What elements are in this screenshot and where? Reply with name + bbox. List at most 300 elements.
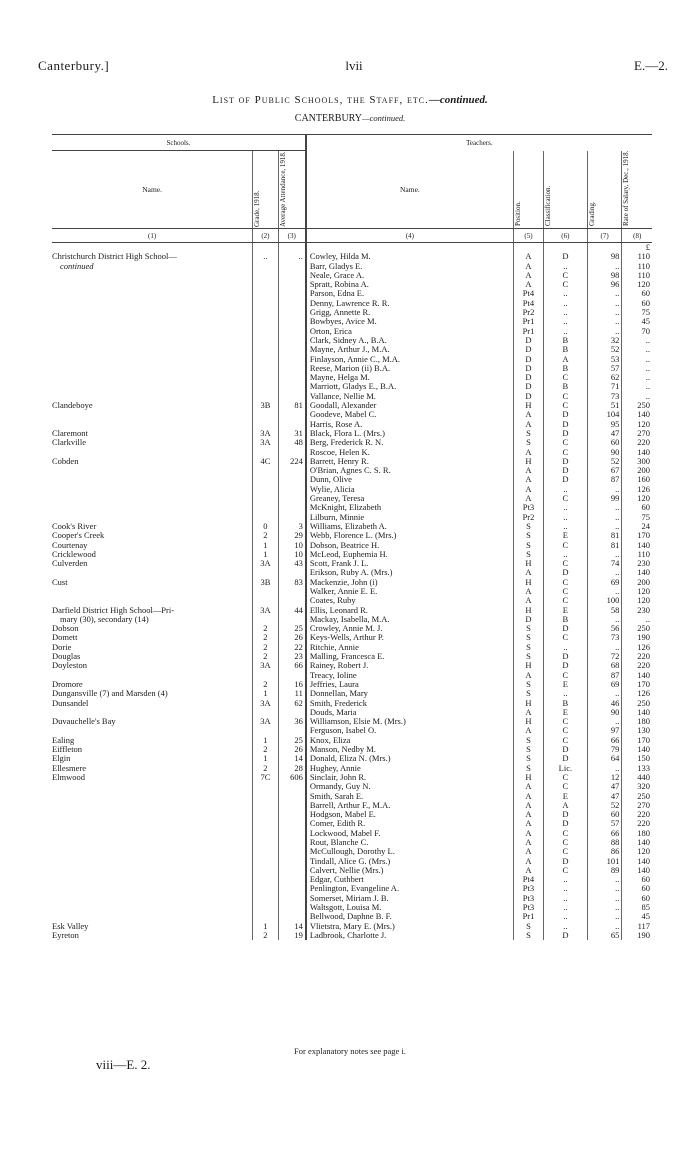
grading <box>587 819 622 828</box>
salary <box>622 931 652 940</box>
position-text: H <box>525 661 532 671</box>
schools-group-header: Schools. <box>52 135 306 151</box>
table-row <box>52 801 652 810</box>
classification-text: C <box>562 559 569 569</box>
teacher-name <box>306 503 514 512</box>
grading <box>587 382 622 391</box>
teacher-name <box>306 708 514 717</box>
grade <box>253 792 278 801</box>
grading-text: .. <box>615 903 620 913</box>
position <box>513 317 543 326</box>
salary-text: 250 <box>637 698 650 708</box>
salary-text: 190 <box>637 633 650 643</box>
classification <box>543 652 587 661</box>
grade <box>253 643 278 652</box>
school-name <box>52 847 253 856</box>
teacher-name <box>306 903 514 912</box>
teacher-name <box>306 308 514 317</box>
salary <box>622 410 652 419</box>
teacher-name-text: Mayne, Helga M. <box>309 373 370 383</box>
salary-text: 300 <box>637 456 650 466</box>
teacher-name-text: Scott, Frank J. L. <box>309 559 369 569</box>
salary <box>622 568 652 577</box>
salary-text: 140 <box>637 865 650 875</box>
grade <box>253 764 278 773</box>
salary <box>622 829 652 838</box>
salary <box>622 680 652 689</box>
grading-text: 58 <box>610 605 620 615</box>
attendance <box>278 875 306 884</box>
position-text: Pt4 <box>522 289 535 299</box>
grading <box>587 801 622 810</box>
classification <box>543 289 587 298</box>
attendance <box>278 503 306 512</box>
teacher-name <box>306 773 514 782</box>
teacher-name-text: Ritchie, Annie <box>309 642 359 652</box>
position-text: A <box>525 707 532 717</box>
position <box>513 420 543 429</box>
attendance <box>278 382 306 391</box>
teacher-name-text: Edgar, Cuthbert <box>309 875 364 885</box>
classification <box>543 271 587 280</box>
salary <box>622 392 652 401</box>
grade-text: 3A <box>260 661 271 671</box>
grade <box>253 754 278 763</box>
classification <box>543 475 587 484</box>
salary-text: 150 <box>637 754 650 764</box>
teacher-name-text: Donald, Eliza N. (Mrs.) <box>309 754 391 764</box>
salary <box>622 578 652 587</box>
position <box>513 355 543 364</box>
grading <box>587 606 622 615</box>
table-row <box>52 513 652 522</box>
classification-text: .. <box>563 921 568 931</box>
position <box>513 466 543 475</box>
grading-text: 62 <box>610 373 620 383</box>
salary-text: 140 <box>637 568 650 578</box>
grading <box>587 866 622 875</box>
salary <box>622 513 652 522</box>
classification-text: D <box>562 661 569 671</box>
teacher-name <box>306 475 514 484</box>
table-row <box>52 652 652 661</box>
column-number: (4) <box>306 229 514 243</box>
teacher-name <box>306 466 514 475</box>
salary-text: 170 <box>637 531 650 541</box>
salary <box>622 438 652 447</box>
table-row <box>52 633 652 642</box>
attendance-text: 66 <box>294 661 303 671</box>
salary <box>622 299 652 308</box>
grade <box>253 875 278 884</box>
position <box>513 457 543 466</box>
attendance-text: 62 <box>294 698 303 708</box>
position <box>513 541 543 550</box>
salary-text: 110 <box>637 252 650 262</box>
position <box>513 382 543 391</box>
position <box>513 903 543 912</box>
school-name-text: Cust <box>52 577 68 587</box>
table-row <box>52 550 652 559</box>
school-name-text: Doyleston <box>52 661 87 671</box>
position-text: A <box>525 819 532 829</box>
classification-text: C <box>562 782 569 792</box>
grade-text: 3B <box>260 577 271 587</box>
school-name <box>52 736 253 745</box>
grade <box>253 606 278 615</box>
teacher-name-text: Vallance, Nellie M. <box>309 391 376 401</box>
classification <box>543 903 587 912</box>
classification-text: C <box>562 772 569 782</box>
teacher-name-text: McCullough, Dorothy L. <box>309 847 395 857</box>
salary-text: 160 <box>637 475 650 485</box>
teacher-name-text: Neale, Grace A. <box>309 270 365 280</box>
attendance-text: 14 <box>294 921 303 931</box>
teacher-name-text: Berg, Frederick R. N. <box>309 438 384 448</box>
teacher-name <box>306 271 514 280</box>
attendance <box>278 299 306 308</box>
position-text: D <box>525 354 532 364</box>
grading-text: 100 <box>606 596 620 606</box>
classification <box>543 875 587 884</box>
grade-text: 1 <box>263 540 268 550</box>
position-text: H <box>525 605 532 615</box>
teacher-name <box>306 717 514 726</box>
salary <box>622 596 652 605</box>
classification-text: D <box>562 428 569 438</box>
table-row <box>52 689 652 698</box>
position <box>513 754 543 763</box>
position <box>513 652 543 661</box>
teacher-name-text: Mackay, Isabella, M.A. <box>309 614 390 624</box>
position <box>513 894 543 903</box>
position <box>513 494 543 503</box>
grading <box>587 559 622 568</box>
salary <box>622 643 652 652</box>
classification <box>543 773 587 782</box>
grading <box>587 410 622 419</box>
salary <box>622 289 652 298</box>
table-row <box>52 457 652 466</box>
attendance <box>278 903 306 912</box>
school-name-text: Dungansville (7) and Marsden (4) <box>52 689 168 699</box>
classification-text: C <box>562 596 569 606</box>
table-row <box>52 773 652 782</box>
teacher-name-text: Walker, Annie E. E. <box>309 586 378 596</box>
attendance-text: 31 <box>294 428 303 438</box>
salary-text: 70 <box>641 326 650 336</box>
attendance <box>278 568 306 577</box>
table-row <box>52 531 652 540</box>
grading <box>587 262 622 271</box>
grading <box>587 364 622 373</box>
teacher-name <box>306 541 514 550</box>
position <box>513 689 543 698</box>
salary <box>622 717 652 726</box>
grading <box>587 503 622 512</box>
table-row <box>52 587 652 596</box>
classification-text: .. <box>563 261 568 271</box>
classification <box>543 364 587 373</box>
position-text: H <box>525 559 532 569</box>
teacher-name <box>306 457 514 466</box>
school-name <box>52 355 253 364</box>
position <box>513 745 543 754</box>
grading-text: 73 <box>610 391 620 401</box>
attendance <box>278 792 306 801</box>
classification-text: .. <box>563 503 568 513</box>
school-name <box>52 280 253 289</box>
position <box>513 475 543 484</box>
col-salary: Rate of Salary, Dec., 1918. <box>622 150 631 227</box>
teacher-name <box>306 764 514 773</box>
grading <box>587 922 622 931</box>
grading-text: 66 <box>610 828 620 838</box>
attendance <box>278 466 306 475</box>
school-name <box>52 922 253 931</box>
salary <box>622 345 652 354</box>
grading-text: 57 <box>610 363 620 373</box>
table-row <box>52 262 652 271</box>
col-grading: Grading. <box>587 201 596 227</box>
school-name <box>52 624 253 633</box>
salary-text: .. <box>645 354 650 364</box>
classification <box>543 884 587 893</box>
classification-text: D <box>562 754 569 764</box>
salary <box>622 819 652 828</box>
attendance <box>278 280 306 289</box>
position-text: D <box>525 382 532 392</box>
classification <box>543 754 587 763</box>
grading <box>587 438 622 447</box>
grade <box>253 578 278 587</box>
school-name <box>52 317 253 326</box>
teacher-name <box>306 736 514 745</box>
position-text: Pt4 <box>522 875 535 885</box>
school-name <box>52 894 253 903</box>
grade-text: 1 <box>263 689 268 699</box>
col-position: Position. <box>513 201 522 227</box>
classification-text: B <box>562 335 569 345</box>
grade <box>253 373 278 382</box>
classification-text: D <box>562 456 569 466</box>
attendance <box>278 884 306 893</box>
teacher-name <box>306 392 514 401</box>
classification <box>543 327 587 336</box>
subtitle-main: CANTERBURY <box>294 113 363 124</box>
salary <box>622 615 652 624</box>
classification-text: C <box>562 577 569 587</box>
grading <box>587 726 622 735</box>
grading-text: 64 <box>610 754 620 764</box>
grading <box>587 522 622 531</box>
grade-text: 3A <box>260 698 271 708</box>
grade <box>253 661 278 670</box>
attendance <box>278 764 306 773</box>
teacher-name <box>306 699 514 708</box>
teacher-name <box>306 912 514 921</box>
teacher-name-text: Manson, Nedby M. <box>309 745 376 755</box>
grading <box>587 568 622 577</box>
school-name <box>52 252 253 261</box>
attendance <box>278 429 306 438</box>
table-row <box>52 308 652 317</box>
classification <box>543 541 587 550</box>
classification <box>543 699 587 708</box>
position-text: A <box>525 484 532 494</box>
school-name-text: Dunsandel <box>52 698 89 708</box>
salary <box>622 875 652 884</box>
position <box>513 568 543 577</box>
grading <box>587 541 622 550</box>
table-row <box>52 661 652 670</box>
grading-text: .. <box>615 912 620 922</box>
school-name <box>52 392 253 401</box>
grading-text: 69 <box>610 577 620 587</box>
grading <box>587 587 622 596</box>
school-name <box>52 531 253 540</box>
teacher-name-text: Ferguson, Isabel O. <box>309 726 377 736</box>
table-row <box>52 541 652 550</box>
col-classification: Classification. <box>543 186 552 227</box>
teacher-name <box>306 317 514 326</box>
teacher-name <box>306 726 514 735</box>
classification <box>543 262 587 271</box>
classification <box>543 745 587 754</box>
grade-text: 1 <box>263 549 268 559</box>
grade-text: 1 <box>263 921 268 931</box>
salary-text: 24 <box>641 521 650 531</box>
grading-text: 87 <box>610 670 620 680</box>
position <box>513 364 543 373</box>
grading-text: 69 <box>610 679 620 689</box>
classification-text: C <box>562 373 569 383</box>
position <box>513 606 543 615</box>
grading-text: 86 <box>610 847 620 857</box>
salary <box>622 308 652 317</box>
school-name <box>52 606 253 615</box>
grading <box>587 457 622 466</box>
attendance <box>278 624 306 633</box>
position <box>513 448 543 457</box>
school-name-text: Cobden <box>52 456 79 466</box>
subtitle-suffix: —continued. <box>362 113 406 123</box>
attendance <box>278 606 306 615</box>
position <box>513 624 543 633</box>
attendance <box>278 513 306 522</box>
header-right: E.—2. <box>634 58 668 73</box>
salary-text: 60 <box>641 893 650 903</box>
grade <box>253 289 278 298</box>
position-text: A <box>525 596 532 606</box>
grading-text: 53 <box>610 354 620 364</box>
position <box>513 262 543 271</box>
grading-text: 81 <box>610 540 620 550</box>
table-row <box>52 559 652 568</box>
salary <box>622 754 652 763</box>
grade <box>253 327 278 336</box>
school-name <box>52 838 253 847</box>
salary-text: 130 <box>637 726 650 736</box>
grade <box>253 308 278 317</box>
position <box>513 327 543 336</box>
table-row <box>52 875 652 884</box>
classification <box>543 717 587 726</box>
school-name <box>52 308 253 317</box>
teacher-name-text: Parson, Edna E. <box>309 289 365 299</box>
classification <box>543 624 587 633</box>
grading-text: .. <box>615 261 620 271</box>
grading <box>587 912 622 921</box>
teacher-name-text: Jeffries, Laura <box>309 679 359 689</box>
attendance-text: 10 <box>294 549 303 559</box>
grading-text: .. <box>615 893 620 903</box>
grade <box>253 624 278 633</box>
position-text: S <box>526 763 531 773</box>
col-attendance: Average Attendance, 1918. <box>278 150 287 227</box>
attendance <box>278 671 306 680</box>
attendance <box>278 410 306 419</box>
teacher-name <box>306 689 514 698</box>
salary <box>622 810 652 819</box>
table-row <box>52 420 652 429</box>
grade <box>253 912 278 921</box>
position <box>513 708 543 717</box>
grade <box>253 262 278 271</box>
grade-text: 1 <box>263 735 268 745</box>
position-text: H <box>525 456 532 466</box>
grading <box>587 615 622 624</box>
classification-text: .. <box>563 521 568 531</box>
grade <box>253 726 278 735</box>
teacher-name <box>306 410 514 419</box>
teacher-name <box>306 615 514 624</box>
grade <box>253 689 278 698</box>
salary-text: 140 <box>637 707 650 717</box>
school-name-text: Dromore <box>52 679 83 689</box>
salary-text: 120 <box>637 847 650 857</box>
classification-text: .. <box>563 893 568 903</box>
grade <box>253 847 278 856</box>
grade-text: 3A <box>260 428 271 438</box>
classification-text: B <box>562 698 569 708</box>
classification-text: E <box>562 679 568 689</box>
grading <box>587 327 622 336</box>
salary <box>622 429 652 438</box>
teacher-name <box>306 336 514 345</box>
salary-text: 126 <box>637 484 650 494</box>
position-text: A <box>525 856 532 866</box>
classification-text: C <box>562 838 569 847</box>
grade-text: 2 <box>263 930 268 940</box>
classification-text: A <box>562 800 569 810</box>
school-name <box>52 410 253 419</box>
attendance <box>278 327 306 336</box>
salary <box>622 606 652 615</box>
classification <box>543 410 587 419</box>
salary <box>622 457 652 466</box>
position-text: S <box>526 689 531 699</box>
classification <box>543 355 587 364</box>
attendance-text: 25 <box>294 735 303 745</box>
grade <box>253 903 278 912</box>
teacher-name-text: Greaney, Teresa <box>309 494 365 504</box>
classification <box>543 550 587 559</box>
salary <box>622 708 652 717</box>
school-name <box>52 448 253 457</box>
grading <box>587 308 622 317</box>
school-name <box>52 550 253 559</box>
